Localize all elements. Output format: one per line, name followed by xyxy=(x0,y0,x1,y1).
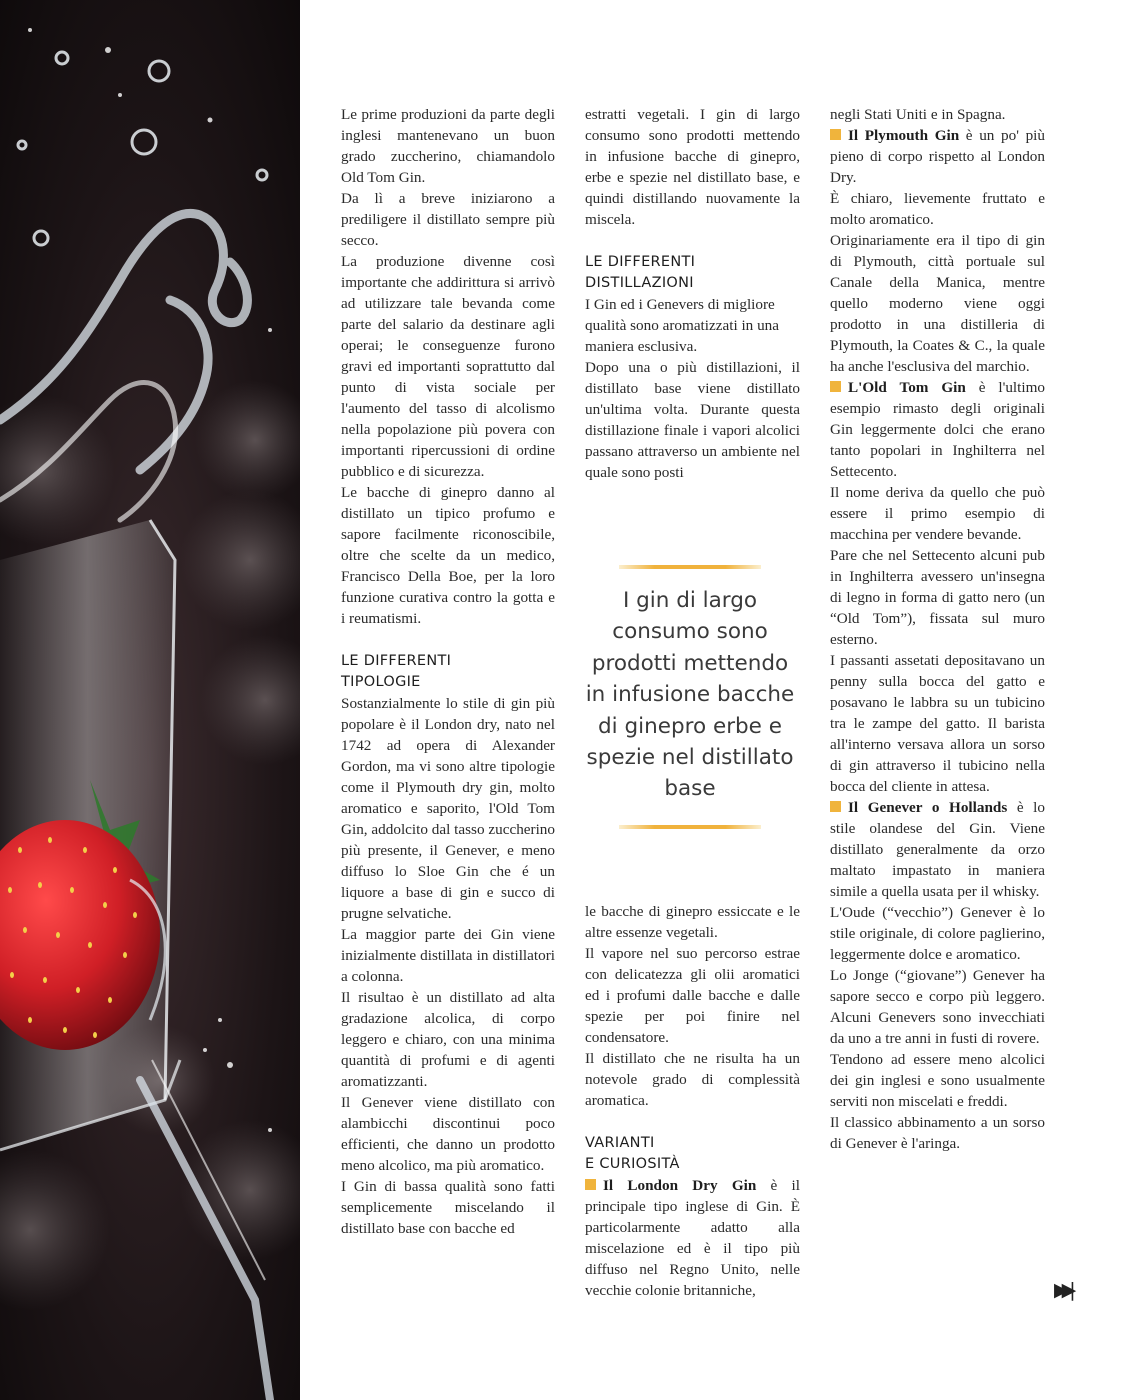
paragraph: Le prime produzioni da parte degli inglesi mantenevano un buon grado zuccherino, chiamandolo Old Tom Gin. xyxy=(341,106,555,186)
orange-square-icon xyxy=(830,129,841,140)
paragraph: Il risultao è un distillato ad alta gradazione alcolica, di corpo leggero e chiaro, con una minima quantità di profumi e di agenti aromatizzanti. xyxy=(341,989,555,1090)
gin-name: L'Old Tom Gin xyxy=(848,379,966,396)
pull-quote xyxy=(583,565,797,829)
pull-quote-text: I gin di largo consumo sono prodotti mettendo in infusione bacche di ginepro erbe e spezie nel distillato base xyxy=(585,588,795,802)
paragraph: Tendono ad essere meno alcolici dei gin inglesi e sono usualmente serviti non miscelati e freddi. xyxy=(830,1051,1045,1110)
paragraph: Il nome deriva da quello che può essere il primo esempio di macchina per vendere bevande. xyxy=(830,484,1045,543)
orange-square-icon xyxy=(830,381,841,392)
quote-rule-bottom xyxy=(619,825,761,829)
paragraph: I Gin di bassa qualità sono fatti semplicemente miscelando il distillato base con bacche ed xyxy=(341,1178,555,1237)
orange-square-icon xyxy=(585,1179,596,1190)
section-heading-tipologie xyxy=(341,651,555,693)
section-heading-varianti xyxy=(585,1133,800,1175)
paragraph: Da lì a breve iniziarono a prediligere il distillato sempre più secco. xyxy=(341,190,555,249)
paragraph-plymouth xyxy=(830,125,1045,188)
text-column-3 xyxy=(830,104,1045,1154)
paragraph: Lo Jonge (“giovane”) Genever ha sapore secco e corpo più leggero. Alcuni Genevers sono invecchiati da uno a tre anni in fusti di rovere. xyxy=(830,967,1045,1047)
section-heading-distillazioni xyxy=(585,252,800,294)
paragraph: Pare che nel Settecento alcuni pub in Inghilterra avessero un'insegna di legno in forma di gatto nero (un “Old Tom”), fissata sul muro esterno. xyxy=(830,547,1045,648)
paragraph: È chiaro, lievemente fruttato e molto aromatico. xyxy=(830,190,1045,228)
paragraph: estratti vegetali. I gin di largo consumo sono prodotti mettendo in infusione bacche di ginepro, erbe e spezie nel distillato base, e quindi distillando nuovamente la miscela. xyxy=(585,106,800,228)
text-column-2-top xyxy=(585,104,800,483)
paragraph: le bacche di ginepro essiccate e le altre essenze vegetali. xyxy=(585,903,800,941)
gin-name: Il London Dry Gin xyxy=(603,1177,757,1194)
paragraph: Il distillato che ne risulta ha un notevole grado di complessità aromatica. xyxy=(585,1050,800,1109)
paragraph: Originariamente era il tipo di gin di Plymouth, città portuale sul Canale della Manica, mentre quello moderno viene oggi prodotto in una distilleria di Plymouth, la Coates & C., la quale ha anche l'esclusiva del marchio. xyxy=(830,232,1045,375)
paragraph: L'Oude (“vecchio”) Genever è lo stile originale, di colore paglierino, leggermente dolce e aromatico. xyxy=(830,904,1045,963)
gin-description: è l'ultimo esempio rimasto degli originali Gin leggermente dolci che erano tanto popolari in Inghilterra nel Settecento. xyxy=(830,379,1045,480)
orange-square-icon xyxy=(830,801,841,812)
paragraph: Il Genever viene distillato con alambicchi discontinui poco efficienti, che danno un prodotto meno alcolico, ma più aromatico. xyxy=(341,1094,555,1174)
paragraph: I passanti assetati depositavano un penny sulla bocca del gatto e posavano le labbra su un tubicino tra le zampe del gatto. Il barista all'interno versava allora un sorso di gin attraverso il tubicino nella bocca del cliente in attesa. xyxy=(830,652,1045,795)
text-column-1 xyxy=(341,104,555,1239)
paragraph: La maggior parte dei Gin viene inizialmente distillata in distillatori a colonna. xyxy=(341,926,555,985)
paragraph-genever xyxy=(830,797,1045,902)
quote-rule-top xyxy=(619,565,761,569)
heading-line: TIPOLOGIE xyxy=(341,674,421,690)
gin-name: Il Plymouth Gin xyxy=(848,127,960,144)
heading-line: VARIANTI xyxy=(585,1135,655,1151)
paragraph: Il vapore nel suo percorso estrae con delicatezza gli olii aromatici ed i profumi dalle bacche e dalle spezie per poi finire nel condensatore. xyxy=(585,945,800,1046)
cocktail-photo xyxy=(0,0,300,1400)
heading-line: LE DIFFERENTI xyxy=(341,653,452,669)
gin-description: è lo stile olandese del Gin. Viene distillato generalmente da orzo maltato impastato in maniera simile a quella usata per il whisky. xyxy=(830,799,1045,900)
next-page-icon[interactable]: ▶▶| xyxy=(1054,1279,1069,1301)
heading-line: E CURIOSITÀ xyxy=(585,1156,680,1172)
gin-name: Il Genever o Hollands xyxy=(848,799,1008,816)
paragraph: Le bacche di ginepro danno al distillato un tipico profumo e sapore facilmente riconoscibile, oltre che scelte da un medico, Francisco Della Boe, per la loro funzione curativa contro la gotta e i reumatismi. xyxy=(341,484,555,627)
paragraph: Il classico abbinamento a un sorso di Genever è l'aringa. xyxy=(830,1114,1045,1152)
paragraph-old-tom xyxy=(830,377,1045,482)
paragraph: I Gin ed i Genevers di migliore qualità sono aromatizzati in una maniera esclusiva. xyxy=(585,296,779,355)
text-column-2-bottom xyxy=(585,901,800,1301)
paragraph: negli Stati Uniti e in Spagna. xyxy=(830,106,1006,123)
cocktail-illustration xyxy=(0,0,300,1400)
paragraph: Dopo una o più distillazioni, il distillato base viene distillato un'ultima volta. Durante questa distillazione finale i vapori alcolici passano attraverso un ambiente nel quale sono posti xyxy=(585,359,800,481)
gin-description: è un po' più pieno di corpo rispetto al London Dry. xyxy=(830,127,1045,186)
paragraph-london-dry xyxy=(585,1175,800,1301)
paragraph: La produzione divenne così importante che addirittura si arrivò ad utilizzare tale bevanda come parte del salario da destinare agli operai; le conseguenze furono gravi ed importanti soprattutto dal punto di vista sociale per l'aumento del tasso di alcolismo nella popolazione più povera con importanti ripercussioni di ordine pubblico e di sicurezza. xyxy=(341,253,555,480)
heading-line: LE DIFFERENTI xyxy=(585,254,696,270)
gin-description: è il principale tipo inglese di Gin. È particolarmente adatto alla miscelazione ed è il tipo più diffuso nel Regno Unito, nelle vecchie colonie britanniche, xyxy=(585,1177,800,1299)
paragraph: Sostanzialmente lo stile di gin più popolare è il London dry, nato nel 1742 ad opera di Alexander Gordon, ma vi sono altre tipologie come il Plymouth dry gin, molto aromatico e saporito, l'Old Tom Gin, addolcito dal tasso zuccherino più presente, il Genever, e meno diffuso lo Sloe Gin che é un liquore a base di gin e succo di prugne selvatiche. xyxy=(341,695,555,922)
heading-line: DISTILLAZIONI xyxy=(585,275,694,291)
